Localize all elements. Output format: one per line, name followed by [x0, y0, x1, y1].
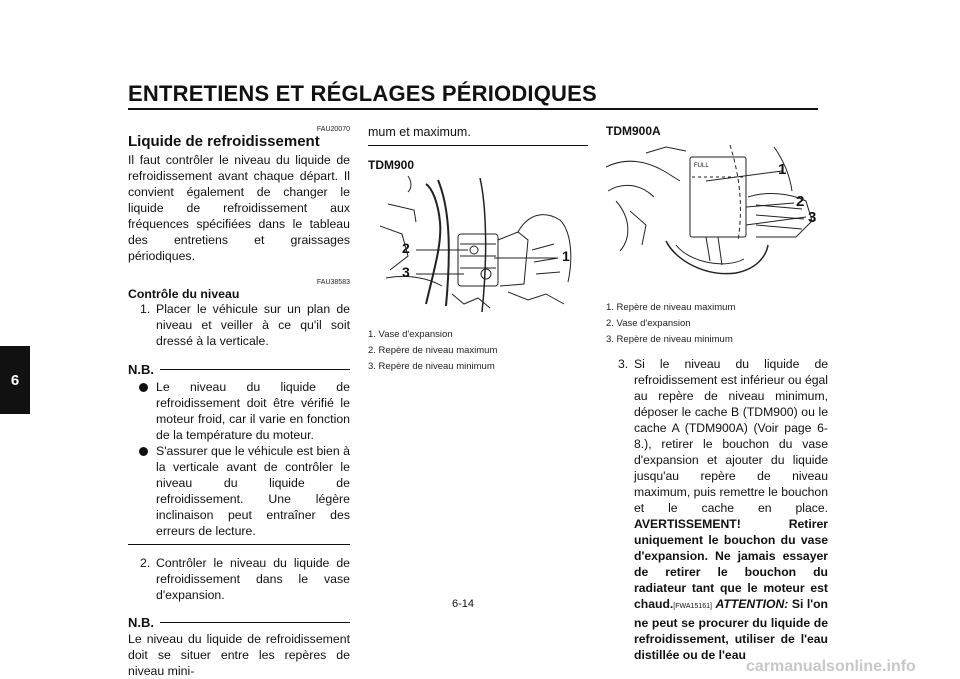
callout-1: 1	[778, 161, 787, 178]
caption-item: 1. Vase d'expansion	[368, 329, 453, 340]
nb-end-rule	[128, 544, 350, 545]
figure-model-label: TDM900A	[606, 124, 661, 138]
photo-full-label: FULL	[694, 163, 709, 169]
chapter-tab: 6	[0, 346, 30, 414]
step-number: 3.	[618, 357, 629, 371]
step-number: 2.	[140, 556, 151, 570]
callout-3: 3	[808, 209, 817, 226]
motorcycle-drawing	[606, 141, 822, 283]
nb-text: Le niveau du liquide de refroidissement doit se situer entre les repères de niveau mini-	[128, 632, 350, 678]
callout-2: 2	[402, 240, 410, 256]
nb-label: N.B.	[128, 362, 154, 377]
reference-code: FAU38583	[316, 279, 350, 286]
figure-model-label: TDM900	[368, 158, 415, 172]
page-header-title: ENTRETIENS ET RÉGLAGES PÉRIODIQUES	[128, 81, 597, 106]
warning-code: [FWA15161]	[673, 603, 712, 610]
caption-item: 1. Repère de niveau maximum	[606, 302, 736, 313]
step-1	[128, 301, 350, 349]
callout-1: 1	[562, 248, 570, 264]
caption-item: 2. Vase d'expansion	[606, 318, 691, 329]
figure-tdm900a	[606, 141, 822, 283]
engine-drawing	[368, 174, 582, 314]
bullet-icon	[139, 383, 148, 392]
attention-text: Si l'on ne peut se procurer du liquide de refroidissement, utiliser de l'eau distillée ou de l'eau	[634, 597, 829, 662]
footer-watermark: carmanualsonline.info	[746, 658, 916, 675]
step-text: Si le niveau du liquide de refroidissement est inférieur ou égal au repère de niveau minimum, déposer le cache B (TDM900) ou le cache A (TDM900A) (Voir page 6-8.), retirer le bouchon du vase d'expansion et ajouter du liquide jusqu'au repère de niveau maximum, puis remettre le bouchon et le cache en place.	[634, 357, 828, 515]
callout-3: 3	[402, 264, 410, 280]
continuation-text: mum et maximum.	[368, 125, 471, 139]
attention-label: ATTENTION:	[715, 597, 789, 611]
step-text: Placer le véhicule sur un plan de niveau et veiller à ce qu'il soit dressé à la verticale.	[156, 302, 350, 348]
nb-bullet	[128, 443, 350, 539]
column-rule	[368, 145, 588, 146]
intro-paragraph: Il faut contrôler le niveau du liquide de refroidissement avant chaque départ. Il convient également de changer le liquide de refroidissement aux fréquences spécifiées dans le tableau des entretiens et graissages périodiques.	[128, 153, 350, 263]
warning-text: AVERTISSEMENT! Retirer uniquement le bouchon du vase d'expansion. Ne jamais essayer de retirer le bouchon du radiateur tant que le moteur est chaud.	[634, 517, 828, 611]
figure-tdm900	[368, 174, 582, 314]
nb-heading	[128, 362, 350, 377]
step-2	[128, 555, 350, 603]
nb-bullet	[128, 379, 350, 443]
step-number: 1.	[140, 302, 151, 316]
page-number: 6-14	[452, 598, 475, 610]
figure-captions	[368, 327, 588, 375]
step-3	[606, 356, 828, 663]
caption-item: 3. Repère de niveau minimum	[606, 334, 733, 345]
nb-rule	[160, 622, 350, 623]
bullet-icon	[139, 447, 148, 456]
reference-code: FAU20070	[316, 126, 350, 133]
bullet-text: S'assurer que le véhicule est bien à la verticale avant de contrôler le niveau du liquide de refroidissement. Une légère inclinaison peut entraîner des erreurs de lecture.	[156, 444, 350, 538]
column-3	[606, 124, 828, 663]
header-rule	[128, 108, 818, 110]
step-text: Contrôler le niveau du liquide de refroidissement dans le vase d'expansion.	[156, 556, 350, 602]
bullet-text: Le niveau du liquide de refroidissement doit être vérifié le moteur froid, car il varie en fonction de la température du moteur.	[156, 380, 350, 442]
figure-captions	[606, 300, 828, 348]
callout-2: 2	[796, 193, 805, 210]
nb-rule	[160, 369, 350, 370]
caption-item: 3. Repère de niveau minimum	[368, 361, 495, 372]
column-2	[368, 124, 588, 375]
section-title: Liquide de refroidissement	[128, 133, 320, 150]
nb-heading	[128, 615, 350, 630]
caption-item: 2. Repère de niveau maximum	[368, 345, 498, 356]
column-1	[128, 126, 350, 679]
subheading: Contrôle du niveau	[128, 287, 240, 301]
nb-label: N.B.	[128, 615, 154, 630]
